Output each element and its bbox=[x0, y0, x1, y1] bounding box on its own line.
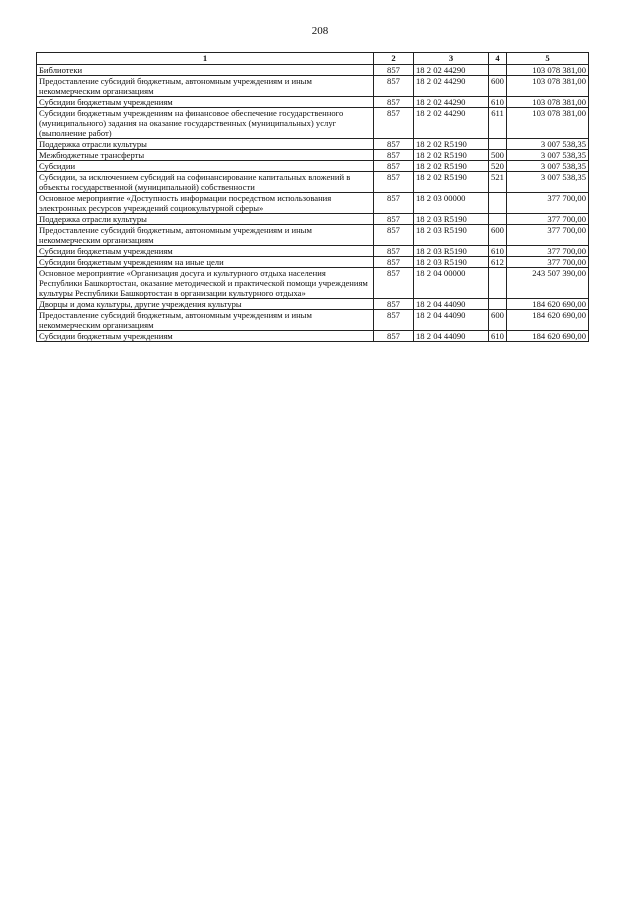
row-amount-cell: 377 700,00 bbox=[507, 246, 589, 257]
row-expense-type-cell bbox=[489, 65, 507, 76]
row-amount-cell: 243 507 390,00 bbox=[507, 268, 589, 299]
row-amount-cell: 3 007 538,35 bbox=[507, 172, 589, 193]
row-target-code-cell: 18 2 02 R5190 bbox=[414, 139, 489, 150]
table-row bbox=[37, 225, 589, 246]
row-name-cell: Субсидии bbox=[37, 161, 374, 172]
row-amount-cell: 184 620 690,00 bbox=[507, 310, 589, 331]
row-code-cell: 857 bbox=[374, 299, 414, 310]
row-name-cell: Субсидии бюджетным учреждениям bbox=[37, 246, 374, 257]
row-expense-type-cell bbox=[489, 214, 507, 225]
row-expense-type-cell: 500 bbox=[489, 150, 507, 161]
table-row bbox=[37, 108, 589, 139]
row-target-code-cell: 18 2 02 44290 bbox=[414, 108, 489, 139]
row-target-code-cell: 18 2 02 44290 bbox=[414, 97, 489, 108]
row-name-cell: Предоставление субсидий бюджетным, автономным учреждениям и иным некоммерческим организациям bbox=[37, 225, 374, 246]
row-name-cell: Библиотеки bbox=[37, 65, 374, 76]
table-header-row bbox=[37, 53, 589, 65]
row-name-cell: Субсидии бюджетным учреждениям на финансовое обеспечение государственного (муниципального) задания на оказание государственных (муниципальных) услуг (выполнение работ) bbox=[37, 108, 374, 139]
table-row bbox=[37, 299, 589, 310]
row-name-cell: Поддержка отрасли культуры bbox=[37, 139, 374, 150]
table-row bbox=[37, 65, 589, 76]
row-expense-type-cell: 600 bbox=[489, 310, 507, 331]
row-code-cell: 857 bbox=[374, 150, 414, 161]
table-row bbox=[37, 97, 589, 108]
row-amount-cell: 3 007 538,35 bbox=[507, 150, 589, 161]
row-target-code-cell: 18 2 04 44090 bbox=[414, 310, 489, 331]
table-row bbox=[37, 172, 589, 193]
table-row bbox=[37, 257, 589, 268]
row-expense-type-cell bbox=[489, 299, 507, 310]
row-amount-cell: 377 700,00 bbox=[507, 225, 589, 246]
row-target-code-cell: 18 2 03 00000 bbox=[414, 193, 489, 214]
row-target-code-cell: 18 2 04 44090 bbox=[414, 299, 489, 310]
row-code-cell: 857 bbox=[374, 76, 414, 97]
row-name-cell: Субсидии, за исключением субсидий на софинансирование капитальных вложений в объекты государственной (муниципальной) собственности bbox=[37, 172, 374, 193]
row-amount-cell: 377 700,00 bbox=[507, 214, 589, 225]
table-row bbox=[37, 161, 589, 172]
row-amount-cell: 3 007 538,35 bbox=[507, 139, 589, 150]
row-code-cell: 857 bbox=[374, 246, 414, 257]
row-target-code-cell: 18 2 03 R5190 bbox=[414, 225, 489, 246]
table-row bbox=[37, 331, 589, 342]
row-expense-type-cell: 610 bbox=[489, 331, 507, 342]
table-row bbox=[37, 150, 589, 161]
row-code-cell: 857 bbox=[374, 331, 414, 342]
column-header-5: 5 bbox=[507, 53, 589, 65]
row-code-cell: 857 bbox=[374, 225, 414, 246]
page-number: 208 bbox=[311, 25, 329, 37]
row-expense-type-cell: 612 bbox=[489, 257, 507, 268]
row-name-cell: Предоставление субсидий бюджетным, автономным учреждениям и иным некоммерческим организациям bbox=[37, 76, 374, 97]
row-expense-type-cell: 600 bbox=[489, 225, 507, 246]
table-row bbox=[37, 310, 589, 331]
row-code-cell: 857 bbox=[374, 257, 414, 268]
row-amount-cell: 184 620 690,00 bbox=[507, 331, 589, 342]
row-expense-type-cell: 521 bbox=[489, 172, 507, 193]
column-header-2: 2 bbox=[374, 53, 414, 65]
table-row bbox=[37, 214, 589, 225]
row-name-cell: Межбюджетные трансферты bbox=[37, 150, 374, 161]
row-target-code-cell: 18 2 02 44290 bbox=[414, 65, 489, 76]
row-expense-type-cell: 610 bbox=[489, 246, 507, 257]
row-expense-type-cell: 610 bbox=[489, 97, 507, 108]
row-amount-cell: 103 078 381,00 bbox=[507, 76, 589, 97]
row-name-cell: Субсидии бюджетным учреждениям bbox=[37, 97, 374, 108]
row-code-cell: 857 bbox=[374, 139, 414, 150]
row-expense-type-cell bbox=[489, 193, 507, 214]
table-row bbox=[37, 76, 589, 97]
table-row bbox=[37, 268, 589, 299]
row-expense-type-cell: 600 bbox=[489, 76, 507, 97]
row-target-code-cell: 18 2 02 R5190 bbox=[414, 161, 489, 172]
row-name-cell: Основное мероприятие «Организация досуга и культурного отдыха населения Республики Башкортостан, оказание методической и практической помощи учреждениям культуры Республики Башкортостан в организации культурного отдыха» bbox=[37, 268, 374, 299]
row-name-cell: Основное мероприятие «Доступность информации посредством использования электронных ресурсов учреждений социокультурной сферы» bbox=[37, 193, 374, 214]
row-code-cell: 857 bbox=[374, 310, 414, 331]
row-amount-cell: 184 620 690,00 bbox=[507, 299, 589, 310]
table-row bbox=[37, 139, 589, 150]
row-expense-type-cell bbox=[489, 268, 507, 299]
row-code-cell: 857 bbox=[374, 108, 414, 139]
row-amount-cell: 377 700,00 bbox=[507, 193, 589, 214]
row-amount-cell: 103 078 381,00 bbox=[507, 65, 589, 76]
row-name-cell: Субсидии бюджетным учреждениям на иные цели bbox=[37, 257, 374, 268]
row-code-cell: 857 bbox=[374, 214, 414, 225]
table-row bbox=[37, 246, 589, 257]
row-expense-type-cell bbox=[489, 139, 507, 150]
row-code-cell: 857 bbox=[374, 268, 414, 299]
row-amount-cell: 103 078 381,00 bbox=[507, 108, 589, 139]
table-row bbox=[37, 193, 589, 214]
row-target-code-cell: 18 2 03 R5190 bbox=[414, 246, 489, 257]
row-code-cell: 857 bbox=[374, 65, 414, 76]
row-target-code-cell: 18 2 03 R5190 bbox=[414, 214, 489, 225]
row-expense-type-cell: 520 bbox=[489, 161, 507, 172]
row-target-code-cell: 18 2 04 00000 bbox=[414, 268, 489, 299]
table-body bbox=[37, 65, 589, 342]
row-name-cell: Дворцы и дома культуры, другие учреждения культуры bbox=[37, 299, 374, 310]
row-name-cell: Субсидии бюджетным учреждениям bbox=[37, 331, 374, 342]
column-header-3: 3 bbox=[414, 53, 489, 65]
row-amount-cell: 103 078 381,00 bbox=[507, 97, 589, 108]
row-code-cell: 857 bbox=[374, 193, 414, 214]
column-header-4: 4 bbox=[489, 53, 507, 65]
row-code-cell: 857 bbox=[374, 97, 414, 108]
row-target-code-cell: 18 2 04 44090 bbox=[414, 331, 489, 342]
row-target-code-cell: 18 2 02 R5190 bbox=[414, 172, 489, 193]
row-expense-type-cell: 611 bbox=[489, 108, 507, 139]
row-target-code-cell: 18 2 02 R5190 bbox=[414, 150, 489, 161]
budget-table bbox=[36, 52, 589, 342]
row-name-cell: Поддержка отрасли культуры bbox=[37, 214, 374, 225]
row-amount-cell: 377 700,00 bbox=[507, 257, 589, 268]
row-code-cell: 857 bbox=[374, 161, 414, 172]
row-code-cell: 857 bbox=[374, 172, 414, 193]
row-target-code-cell: 18 2 03 R5190 bbox=[414, 257, 489, 268]
row-amount-cell: 3 007 538,35 bbox=[507, 161, 589, 172]
column-header-1: 1 bbox=[37, 53, 374, 65]
row-target-code-cell: 18 2 02 44290 bbox=[414, 76, 489, 97]
row-name-cell: Предоставление субсидий бюджетным, автономным учреждениям и иным некоммерческим организациям bbox=[37, 310, 374, 331]
